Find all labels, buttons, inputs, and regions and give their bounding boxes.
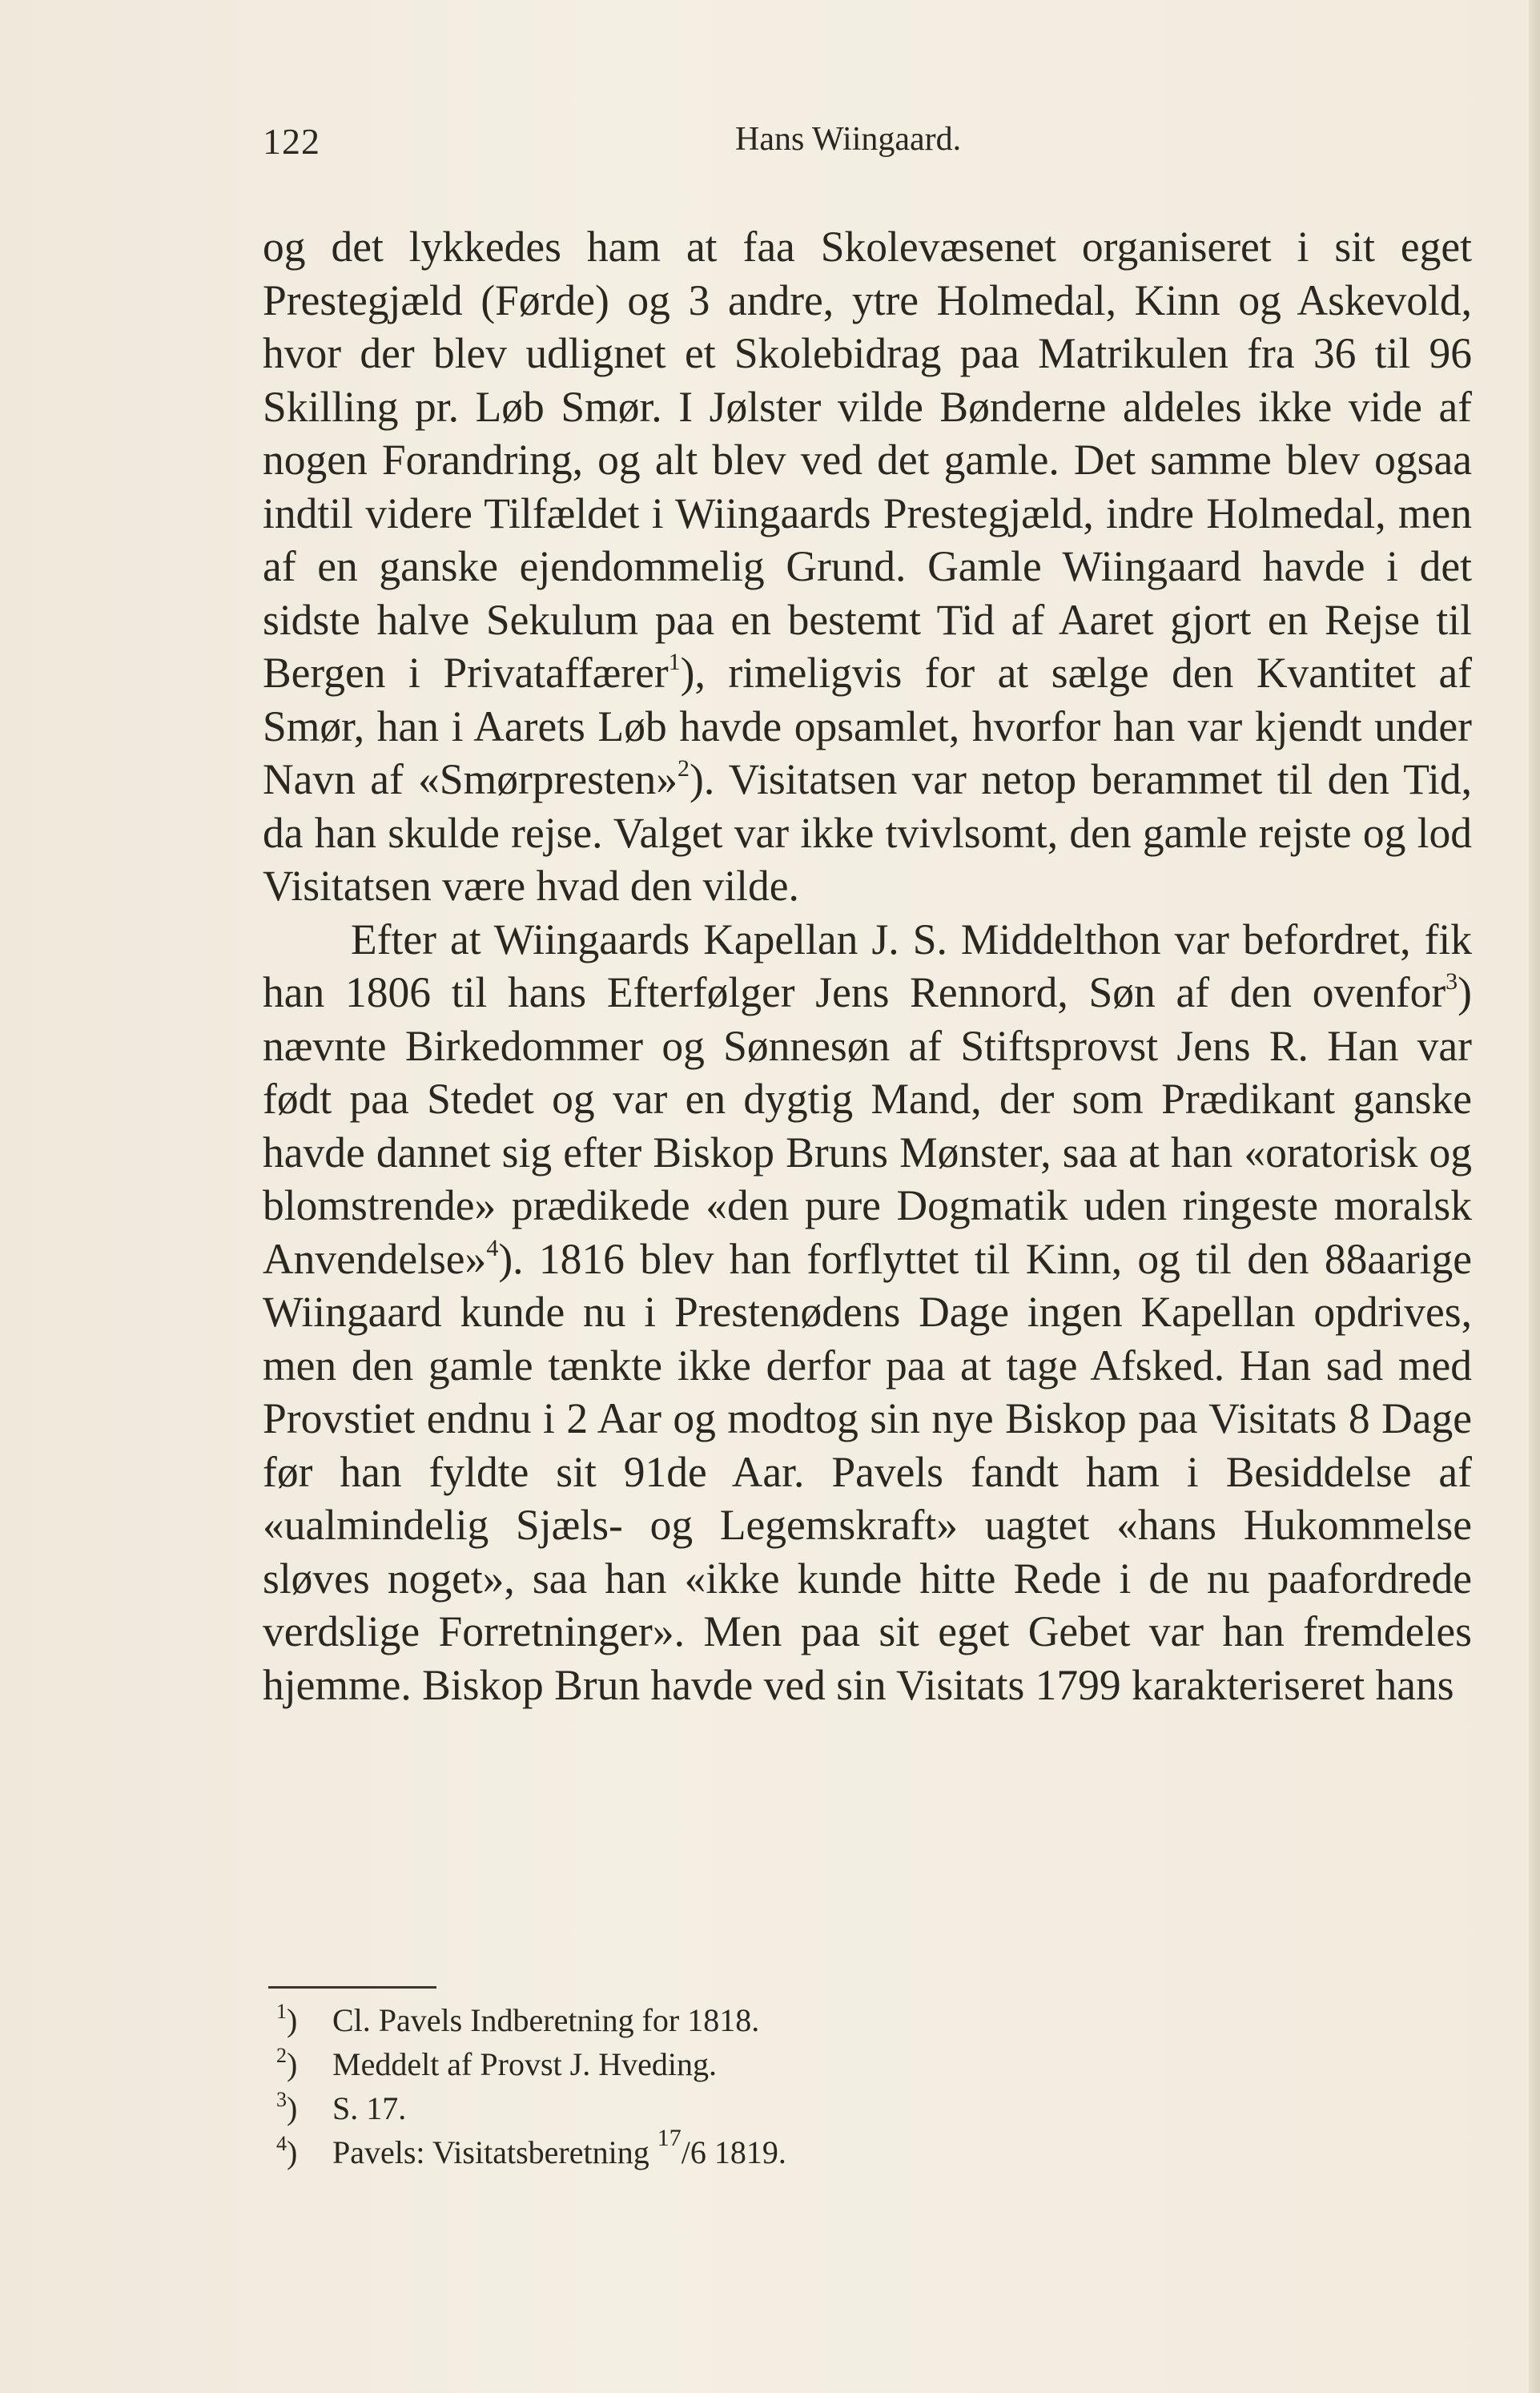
footnote-separator bbox=[268, 1986, 436, 1989]
footnotes bbox=[276, 1998, 1317, 2174]
body-text bbox=[263, 220, 1472, 1711]
text-segment: Efter at Wiingaards Kapellan J. S. Middelthon var befordret, fik han 1806 til hans Efterfølger Jens Rennord, Søn af den ovenfor bbox=[263, 915, 1472, 1016]
footnote-mark: $^2$) bbox=[276, 2044, 298, 2082]
text-segment: og det lykkedes ham at faa Skolevæsenet organiseret i sit eget Prestegjæld (Førde) og 3 andre, ytre Holmedal, Kinn og Askevold, hvor der blev udlignet et Skolebidrag paa Matrikulen fra 36 til 96 Skilling pr. Løb Smør. I Jølster vilde Bønderne aldeles ikke vide af nogen Forandring, og alt blev ved det gamle. Det samme blev ogsaa indtil videre Tilfældet i Wiingaards Prestegjæld, indre Holmedal, men af en ganske ejendommelig Grund. Gamle Wiingaard havde i det sidste halve Sekulum paa en bestemt Tid af Aaret gjort en Rejse til Bergen i Privataffærer bbox=[263, 223, 1472, 697]
text-segment: ) nævnte Birkedommer og Sønnesøn af Stiftsprovst Jens R. Han var født paa Stedet og var en dygtig Mand, der som Prædikant ganske havde dannet sig efter Biskop Bruns Mønster, saa at han «oratorisk og blomstrende» prædikede «den pure Dogmatik uden ringeste moralsk Anvendelse» bbox=[263, 968, 1472, 1283]
page-edge bbox=[1529, 0, 1540, 2393]
page-header bbox=[263, 120, 1472, 168]
footnote-text: Cl. Pavels Indberetning for 1818. bbox=[332, 2002, 760, 2038]
footnote bbox=[276, 2125, 1317, 2174]
text-segment: ), rimeligvis for at sælge den Kvantitet af Smør, han i Aarets Løb havde opsamlet, hvorfor han var kjendt under Navn af «Smørpresten» bbox=[263, 649, 1473, 803]
footnote-ref: 2 bbox=[678, 755, 690, 782]
footnote bbox=[276, 2042, 1317, 2086]
footnote bbox=[276, 2086, 1317, 2130]
paragraph-2 bbox=[263, 913, 1472, 1712]
running-title: Hans Wiingaard. bbox=[735, 121, 962, 158]
footnote bbox=[276, 1998, 1317, 2042]
footnote-mark: $^3$) bbox=[276, 2088, 298, 2126]
text-segment: ). Visitatsen var netop berammet til den Tid, da han skulde rejse. Valget var ikke tvivlsomt, den gamle rejste og lod Visitatsen være hvad den vilde. bbox=[263, 755, 1472, 910]
paragraph-1 bbox=[263, 220, 1472, 913]
footnote-mark: $^1$) bbox=[276, 2000, 298, 2038]
footnote-ref: 4 bbox=[486, 1234, 499, 1261]
footnote-mark: $^4$) bbox=[276, 2132, 298, 2170]
footnote-text: S. 17. bbox=[332, 2090, 407, 2126]
footnote-ref: 1 bbox=[668, 649, 681, 675]
page-number: 122 bbox=[263, 121, 320, 162]
footnote-ref: 3 bbox=[1446, 968, 1458, 995]
footnote-text: Pavels: Visitatsberetning $^{17}$/6 1819. bbox=[332, 2125, 786, 2170]
text-segment: ). 1816 blev han forflyttet til Kinn, og til den 88aarige Wiingaard kunde nu i Prestenødens Dage ingen Kapellan opdrives, men den gamle tænkte ikke derfor paa at tage Afsked. Han sad med Provstiet endnu i 2 Aar og modtog sin nye Biskop paa Visitats 8 Dage før han fyldte sit 91de Aar. Pavels fandt ham i Besiddelse af «ualmindelig Sjæls- og Legemskraft» uagtet «hans Hukommelse sløves noget», saa han «ikke kunde hitte Rede i de nu paafordrede verdslige Forretninger». Men paa sit eget Gebet var han fremdeles hjemme. Biskop Brun havde ved sin Visitats 1799 karakteriseret hans bbox=[263, 1234, 1472, 1709]
footnote-text: Meddelt af Provst J. Hveding. bbox=[332, 2046, 717, 2082]
